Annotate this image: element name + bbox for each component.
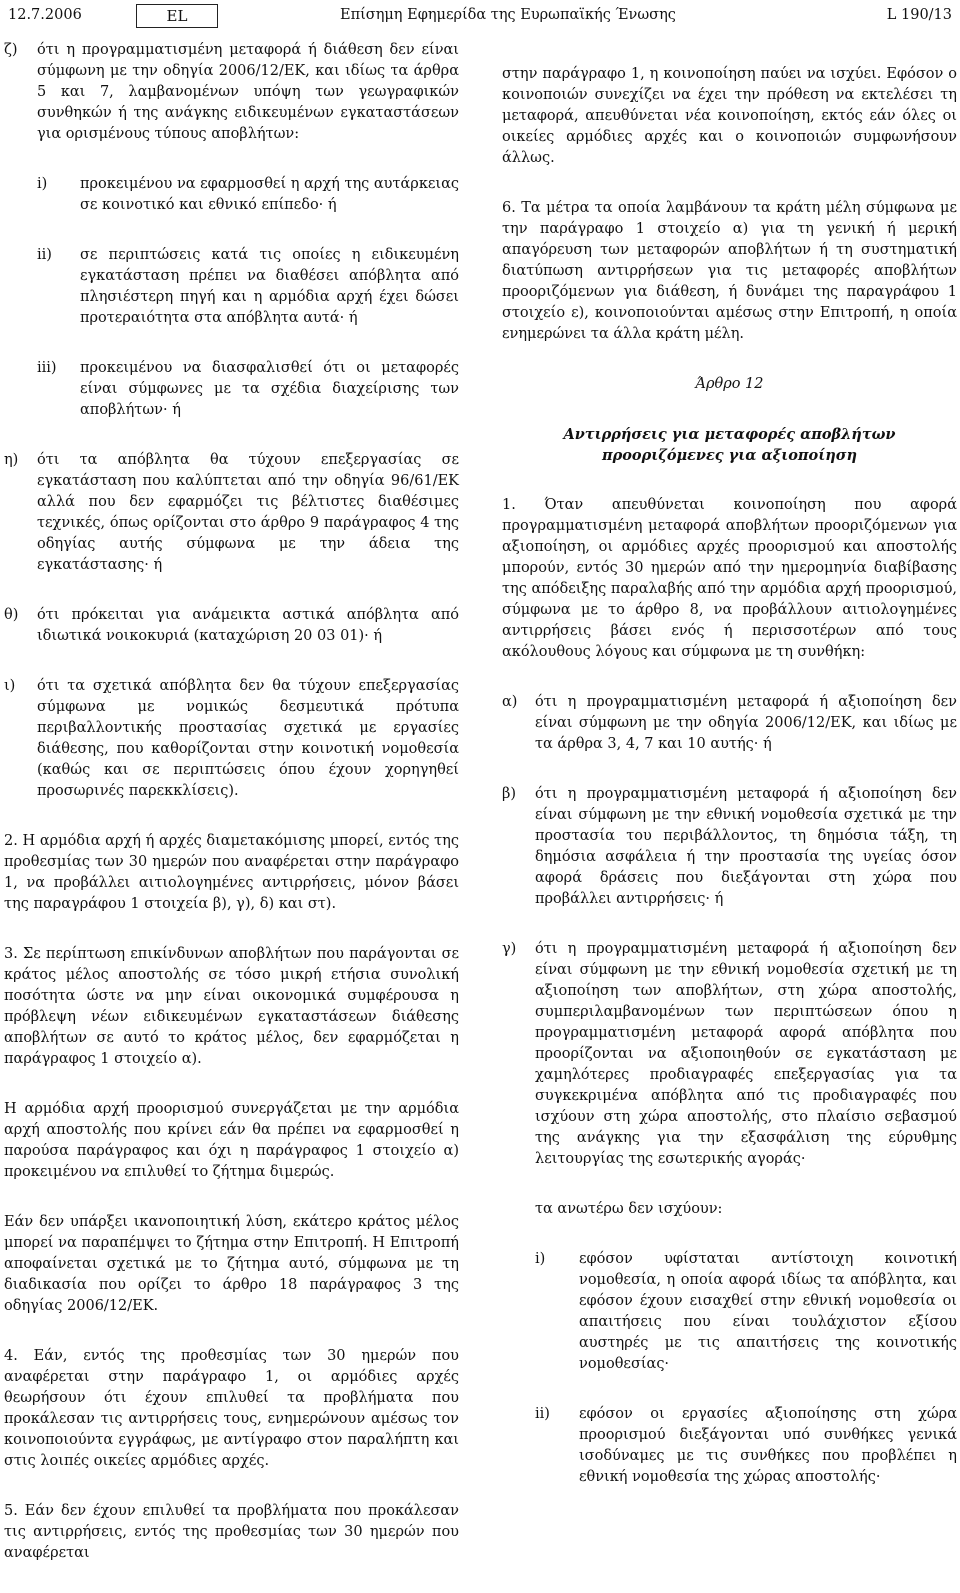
item-text: ότι η προγραμματισμένη μεταφορά ή αξιοποίηση δεν είναι σύμφωνη με την οδηγία 2006/12/ΕΚ, και ιδίως με τα άρθρα 3, 4, 7 και 10 αυτής· ή [535,694,957,752]
article-number: Άρθρο 12 [695,376,764,392]
page-header [8,4,952,30]
item-text: ότι πρόκειται για ανάμεικτα αστικά απόβλητα από ιδιωτικά νοικοκυριά (καταχώριση 20 03 01)· ή [37,607,459,644]
list-item [502,939,957,1170]
item-label: α) [502,694,518,710]
paragraph-3c: Εάν δεν υπάρξει ικανοποιητική λύση, εκάτερο κράτος μέλος μπορεί να παραπέμψει το ζήτημα στην Επιτροπή. Η Επιτροπή αποφαίνεται σχετικά με το ζήτημα αυτό, σύμφωνα με τη διαδικασία που ορίζει το άρθρο 18 παράγραφος 3 της οδηγίας 2006/12/ΕΚ. [4,1214,459,1314]
paragraph-4: 4. Εάν, εντός της προθεσμίας των 30 ημερών που αναφέρεται στην παράγραφο 1, οι αρμόδιες αρχές θεωρήσουν ότι έχουν επιλυθεί τα προβλήματα που προκάλεσαν τις αντιρρήσεις τους, ενημερώνουν αμέσως τον κοινοποιούντα εγγράφως, με αντίγραφο στον παραλήπτη και στις λοιπές οικείες αρμόδιες αρχές. [4,1348,459,1469]
item-text: ότι τα σχετικά απόβλητα δεν θα τύχουν επεξεργασίας σύμφωνα με νομικώς δεσμευτικά πρότυπα περιβαλλοντικής προστασίας σχετικά με εργασίες διάθεσης, που καθορίζονται στην κοινοτική νομοθεσία (καθώς και σε περιπτώσεις όπου έχουν χορηγηθεί προσωρινές παρεκκλίσεις). [37,678,459,799]
sub-item [502,1404,957,1488]
item-text: εφόσον οι εργασίες αξιοποίησης στη χώρα προορισμού διεξάγονται υπό συνθήκες γενικά ισοδύναμες με τις συνθήκες που προβλέπει η εθνική νομοθεσία της χώρας αποστολής· [579,1406,957,1485]
item-label: i) [535,1251,546,1267]
item-text: προκειμένου να διασφαλισθεί ότι οι μεταφορές είναι σύμφωνες με τα σχέδια διαχείρισης των αποβλήτων· ή [80,360,459,418]
item-label: β) [502,786,517,802]
list-item [4,450,459,576]
list-item [502,692,957,755]
item-text: ότι η προγραμματισμένη μεταφορά ή αξιοποίηση δεν είναι σύμφωνη με την εθνική νομοθεσία σχετικά με την προστασία του περιβάλλοντος, τη δημόσια τάξη, τη δημόσια ασφάλεια ή την προστασία της υγείας όσον αφορά δράσεις που διεξάγονται στη χώρα που προβάλλει αντιρρήσεις· ή [535,786,957,907]
language-box: EL [136,4,218,28]
page-number: L 190/13 [886,7,952,23]
item-text: ότι η προγραμματισμένη μεταφορά ή διάθεση δεν είναι σύμφωνη με την οδηγία 2006/12/ΕΚ, και ιδίως τα άρθρα 5 και 7, λαμβανομένων υπόψη των γεωγραφικών συνθηκών ή της ανάγκης ειδικευμένων εγκαταστάσεων για ορισμένους τύπους αποβλήτων: [37,42,459,142]
item-label: ii) [37,247,52,263]
item-label: θ) [4,607,19,623]
paragraph-3: 3. Σε περίπτωση επικίνδυνων αποβλήτων που παράγονται σε κράτος μέλος αποστολής σε τόσο μικρή ετήσια συνολική ποσότητα ώστε να μην είναι οικονομικά συμφέρουσα η πρόβλεψη νέων ειδικευμένων εγκαταστάσεων διάθεσης αποβλήτων σε αυτό το κράτος μέλος, δεν εφαρμόζεται η παράγραφος 1 στοιχείο α). [4,946,459,1067]
item-label: ι) [4,678,16,694]
paragraph-1: 1. Όταν απευθύνεται κοινοποίηση που αφορά προγραμματισμένη μεταφορά αποβλήτων προοριζόμενων για αξιοποίηση, οι αρμόδιες αρχές προορισμού και αποστολής μπορούν, εντός 30 ημερών από την ημερομηνία διαβίβασης της απόδειξης παραλαβής από την αρμόδια αρχή προορισμού, σύμφωνα με το άρθρο 8, να προβάλλουν αιτιολογημένες αντιρρήσεις βάσει ενός ή περισσοτέρων από τους ακόλουθους λόγους και σύμφωνα με τη συνθήκη: [502,497,957,660]
right-column [502,64,957,1517]
item-label: ζ) [4,42,18,58]
item-label: γ) [502,941,517,957]
journal-title: Επίσημη Εφημερίδα της Ευρωπαϊκής Ένωσης [340,7,676,23]
item-text: εφόσον υφίσταται αντίστοιχη κοινοτική νομοθεσία, η οποία αφορά ιδίως τα απόβλητα, και εφόσον έχουν εισαχθεί στην εθνική νομοθεσία οι απαιτήσεις που είναι τουλάχιστον εξίσου αυστηρές με τις απαιτήσεις της κοινοτικής νομοθεσίας· [579,1251,957,1372]
paragraph-5: 5. Εάν δεν έχουν επιλυθεί τα προβλήματα που προκάλεσαν τις αντιρρήσεις, εντός της προθεσμίας των 30 ημερών που αναφέρεται [4,1503,459,1561]
publication-date: 12.7.2006 [8,7,82,23]
list-item [502,784,957,910]
paragraph-continuation: στην παράγραφο 1, η κοινοποίηση παύει να ισχύει. Εφόσον ο κοινοποιών συνεχίζει να έχει την πρόθεση να εκτελέσει τη μεταφορά, απευθύνεται νέα κοινοποίηση, εκτός εάν όλες οι οικείες αρμόδιες αρχές και ο κοινοποιών συμφωνήσουν άλλως. [502,66,957,166]
paragraph-3b: Η αρμόδια αρχή προορισμού συνεργάζεται με την αρμόδια αρχή αποστολής που κρίνει εάν θα πρέπει να εφαρμοσθεί η παρούσα παράγραφος και όχι η παράγραφος 1 στοιχείο α) προκειμένου να επιλυθεί το ζήτημα διμερώς. [4,1101,459,1180]
sub-item [502,1249,957,1375]
item-text: προκειμένου να εφαρμοσθεί η αρχή της αυτάρκειας σε κοινοτικό και εθνικό επίπεδο· ή [80,176,459,213]
list-item [4,605,459,647]
item-label: η) [4,452,19,468]
paragraph-2: 2. Η αρμόδια αρχή ή αρχές διαμετακόμισης μπορεί, εντός της προθεσμίας των 30 ημερών που αναφέρεται στην παράγραφο 1, να προβάλλει αιτιολογημένες αντιρρήσεις, μόνον βάσει της παραγράφου 1 στοιχεία β), γ), δ) και στ). [4,833,459,912]
list-item [4,676,459,802]
article-title: Αντιρρήσεις για μεταφορές αποβλήτων προοριζόμενες για αξιοποίηση [563,426,896,464]
sub-item [4,358,459,421]
list-item [4,40,459,145]
item-label: ii) [535,1406,550,1422]
item-label: iii) [37,360,57,376]
left-column [4,40,459,1593]
item-text: ότι η προγραμματισμένη μεταφορά ή αξιοποίηση δεν είναι σύμφωνη με την εθνική νομοθεσία σχετική με τη αξιοποίηση των αποβλήτων, στη χώρα αποστολής, συμπεριλαμβανομένων των περιπτώσεων όπου η προγραμματισμένη μεταφορά αφορά απόβλητα που προορίζονται να αξιοποιηθούν σε εγκατάσταση με χαμηλότερες προδιαγραφές επεξεργασίας για τα συγκεκριμένα απόβλητα από τις προδιαγραφές που ισχύουν στη χώρα αποστολής, στο πλαίσιο σεβασμού της ανάγκης για την εξασφάλιση της εύρυθμης λειτουργίας της εσωτερικής αγοράς· [535,941,957,1167]
sub-item [4,245,459,329]
intro-text: τα ανωτέρω δεν ισχύουν: [535,1201,723,1217]
sub-item [4,174,459,216]
item-text: ότι τα απόβλητα θα τύχουν επεξεργασίας σε εγκατάσταση που καλύπτεται από την οδηγία 96/61/ΕΚ αλλά που δεν εφαρμόζει τις βέλτιστες διαθέσιμες τεχνικές, όπως ορίζονται στο άρθρο 9 παράγραφος 4 της οδηγίας αυτής σύμφωνα με την άδεια της εγκατάστασης· ή [37,452,459,573]
item-text: σε περιπτώσεις κατά τις οποίες η ειδικευμένη εγκατάσταση πρέπει να διαθέσει απόβλητα από πλησιέστερη πηγή και η αρμόδια αρχή έχει δώσει προτεραιότητα στα απόβλητα αυτά· ή [80,247,459,326]
paragraph-6: 6. Τα μέτρα τα οποία λαμβάνουν τα κράτη μέλη σύμφωνα με την παράγραφο 1 στοιχείο α) για τη γενική ή μερική απαγόρευση των μεταφορών αποβλήτων ή τη συστηματική διατύπωση αντιρρήσεων για τις μεταφορές αποβλήτων προοριζόμενων για διάθεση, ή δυνάμει της παραγράφου 1 στοιχείο ε), κοινοποιούνται αμέσως στην Επιτροπή, η οποία ενημερώνει τα άλλα κράτη μέλη. [502,200,957,342]
item-label: i) [37,176,48,192]
